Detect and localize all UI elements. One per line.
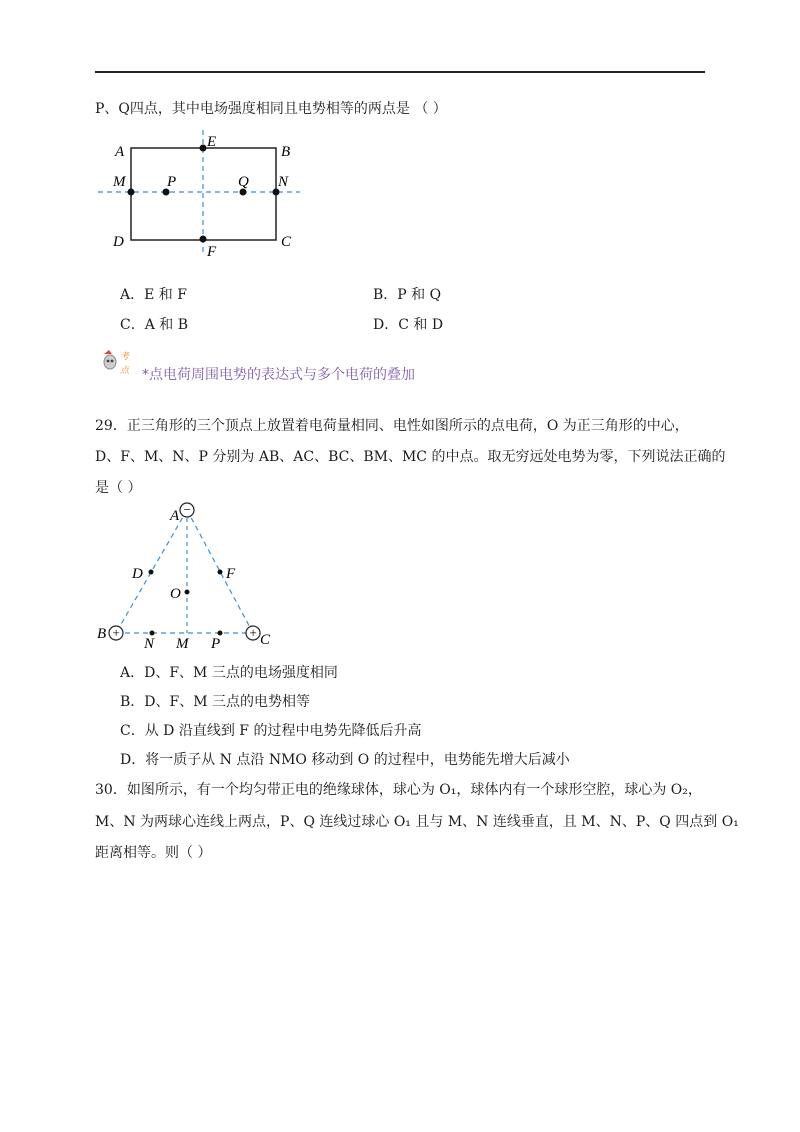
kaodian-block (100, 348, 440, 383)
label-d: D (132, 566, 143, 582)
q28-figure (95, 128, 325, 268)
q29-line3: 是（ ） (95, 480, 142, 496)
point-o (185, 590, 190, 595)
q29-option-a: A．D、F、M 三点的电场强度相同 (120, 665, 338, 681)
q29-option-b: B．D、F、M 三点的电势相等 (120, 694, 311, 710)
point-f (200, 236, 207, 243)
label-q: Q (238, 174, 249, 190)
q29-option-c: C．从 D 沿直线到 F 的过程中电势先降低后升高 (120, 723, 422, 739)
charge-a-sign: − (182, 502, 192, 517)
label-e: E (207, 134, 217, 150)
label-p: P (167, 174, 177, 190)
q30-line1: 30．如图所示，有一个均匀带正电的绝缘球体，球心为 O₁，球体内有一个球形空腔，球心为 O₂， (95, 782, 702, 798)
q30-line3: 距离相等。则（ ） (95, 845, 212, 861)
point-f (218, 570, 223, 575)
q29-figure (92, 500, 292, 650)
label-n: N (144, 636, 155, 650)
label-a: A (170, 508, 180, 524)
label-c: C (281, 234, 292, 250)
svg-text:点: 点 (120, 365, 130, 375)
kaodian-badge-icon (100, 348, 140, 380)
label-b: B (281, 144, 291, 160)
label-a: A (115, 144, 125, 160)
q29-line2: D、F、M、N、P 分别为 AB、AC、BC、BM、MC 的中点。取无穷远处电势为零，下列说法正确的 (95, 449, 726, 465)
label-p: P (211, 636, 221, 650)
q28-option-c: C．A 和 B (120, 317, 189, 333)
charge-c-sign: + (248, 625, 258, 640)
label-m: M (113, 174, 126, 190)
point-m (128, 189, 135, 196)
q28-option-a: A．E 和 F (120, 287, 187, 303)
label-n: N (278, 174, 289, 190)
svg-text:考: 考 (120, 351, 130, 361)
q28-option-d: D．C 和 D (373, 317, 444, 333)
q29-line1: 29．正三角形的三个顶点上放置着电荷量相同、电性如图所示的点电荷，O 为正三角形的中心， (95, 418, 689, 434)
label-o: O (170, 586, 181, 602)
q28-stem: P、Q四点，其中电场强度相同且电势相等的两点是 （ ） (95, 101, 447, 117)
point-d (149, 570, 154, 575)
point-p (218, 631, 223, 636)
point-n (150, 631, 155, 636)
header-rule (95, 71, 705, 73)
kaodian-text: *点电荷周围电势的表达式与多个电荷的叠加 (142, 367, 415, 383)
label-f: F (207, 244, 217, 260)
q29-option-d: D．将一质子从 N 点沿 NMO 移动到 O 的过程中，电势能先增大后减小 (120, 752, 570, 768)
q30-line2: M、N 为两球心连线上两点，P、Q 连线过球心 O₁ 且与 M、N 连线垂直，且 M、N、P、Q 四点到 O₁ (95, 814, 739, 830)
charge-b-sign: + (111, 625, 121, 640)
q28-option-b: B．P 和 Q (373, 287, 442, 303)
label-m: M (176, 636, 189, 650)
label-d: D (113, 234, 124, 250)
point-e (200, 145, 207, 152)
label-c: C (260, 632, 271, 648)
label-f: F (226, 566, 236, 582)
label-b: B (97, 626, 107, 642)
